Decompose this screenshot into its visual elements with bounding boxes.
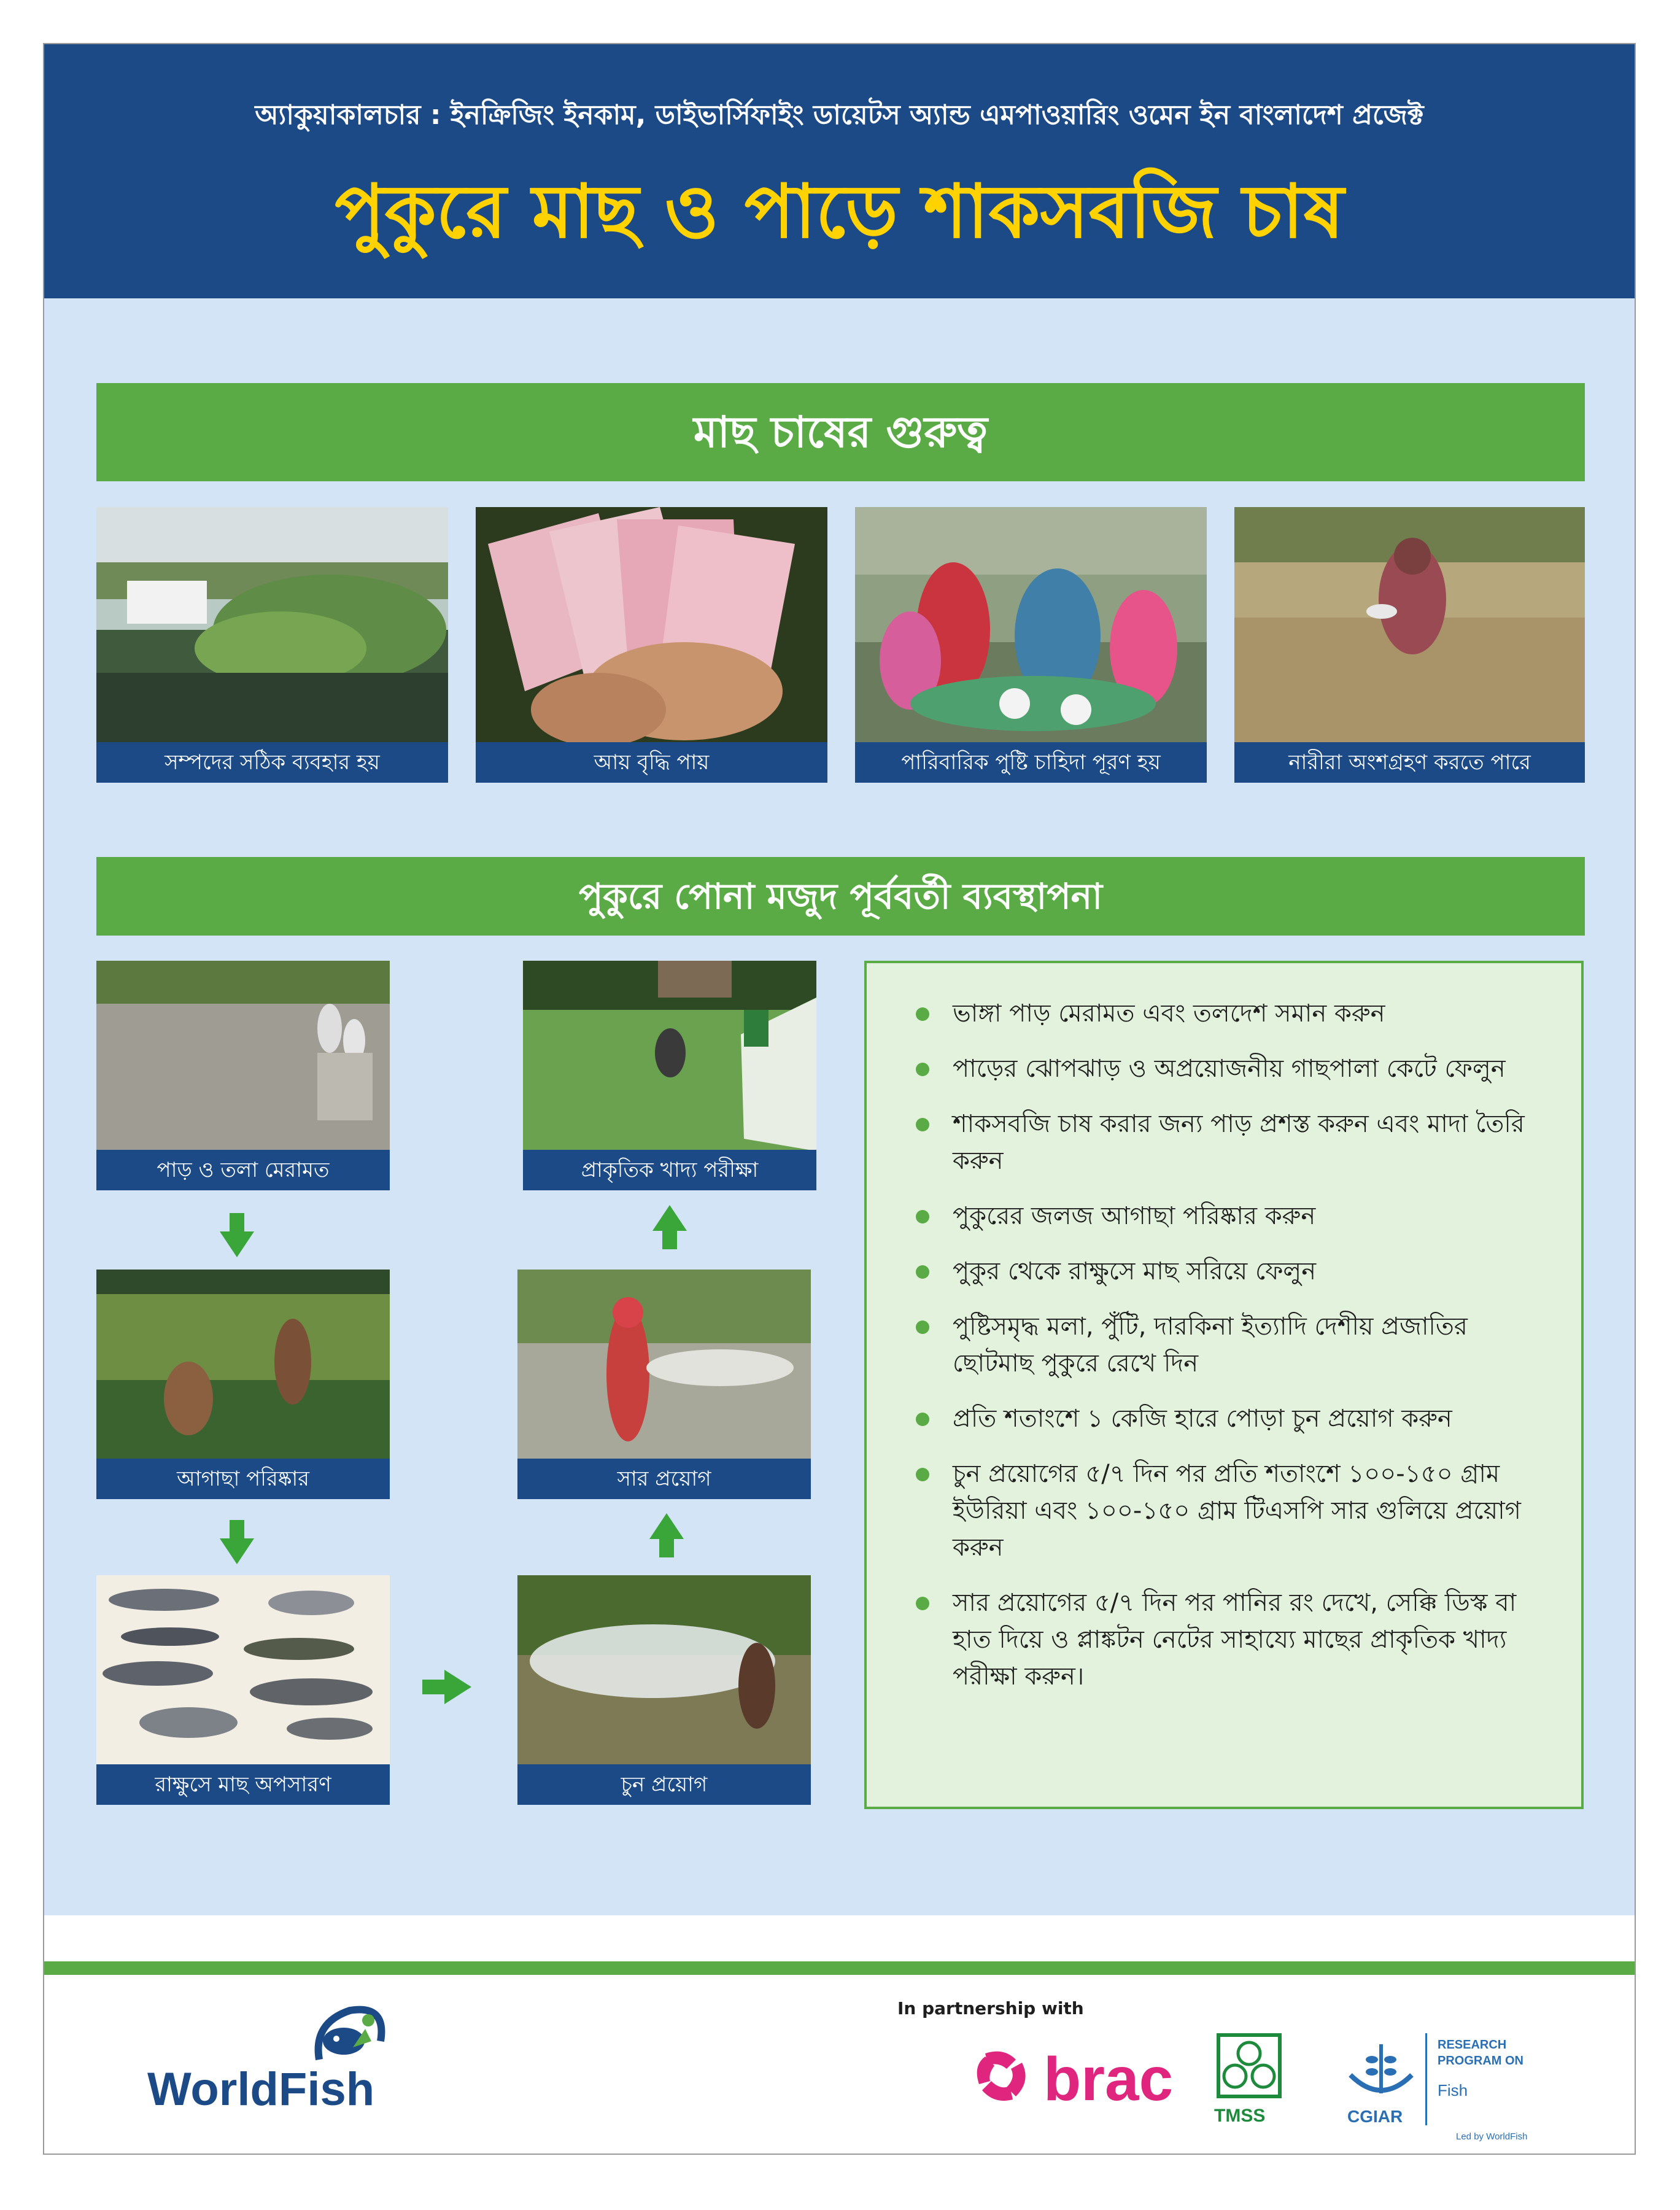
brac-logo-icon (973, 2044, 1034, 2106)
checklist-item: পাড়ের ঝোপঝাড় ও অপ্রয়োজনীয় গাছপালা কেটে ফেলুন (916, 1050, 1544, 1087)
management-checklist (864, 961, 1584, 1809)
photo-woman-in-pond (1234, 507, 1585, 742)
header-banner (44, 44, 1635, 298)
step-weed-clearing: আগাছা পরিষ্কার (96, 1459, 390, 1499)
bullet-icon (916, 1597, 929, 1610)
caption-resource-use: সম্পদের সঠিক ব্যবহার হয় (96, 742, 448, 783)
step-lime: চুন প্রয়োগ (517, 1764, 811, 1805)
arrow-down-2-icon (220, 1520, 254, 1564)
photo-family-meal (855, 507, 1207, 742)
step-predator-removal: রাক্ষুসে মাছ অপসারণ (96, 1764, 390, 1805)
step-natural-food-test: প্রাকৃতিক খাদ্য পরীক্ষা (523, 1150, 816, 1190)
checklist-item: ভাঙ্গা পাড় মেরামত এবং তলদেশ সমান করুন (916, 995, 1544, 1032)
photo-money-in-hands (476, 507, 827, 742)
worldfish-logo-icon (307, 1998, 393, 2072)
checklist-item: সার প্রয়োগের ৫/৭ দিন পর পানির রং দেখে, সেক্কি ডিস্ক বা হাত দিয়ে ও প্লাঙ্কটন নেটের সাহায্যে মাছের প্রাকৃতিক খাদ্য পরীক্ষা করুন। (916, 1584, 1544, 1695)
photo-fertilizer-application (517, 1270, 811, 1466)
caption-women-participation: নারীরা অংশগ্রহণ করতে পারে (1234, 742, 1585, 783)
poster-title: পুকুরে মাছ ও পাড়ে শাকসবজি চাষ (335, 169, 1344, 255)
cgiar-logo-icon (1344, 2032, 1418, 2106)
caption-income-growth: আয় বৃদ্ধি পায় (476, 742, 827, 783)
photo-lime-application (517, 1575, 811, 1764)
worldfish-wordmark: WorldFish (147, 2063, 375, 2115)
brac-wordmark: brac (1043, 2045, 1174, 2114)
section-heading-management: পুকুরে পোনা মজুদ পূর্ববর্তী ব্যবস্থাপনা (96, 857, 1585, 936)
arrow-up-1-icon (652, 1205, 687, 1249)
cgiar-wordmark: CGIAR (1347, 2107, 1403, 2126)
checklist-item: পুকুর থেকে রাক্ষুসে মাছ সরিয়ে ফেলুন (916, 1253, 1544, 1290)
footer-divider (44, 1961, 1635, 1975)
arrow-right-icon (422, 1670, 471, 1704)
step-fertilizer: সার প্রয়োগ (517, 1459, 811, 1499)
bullet-icon (916, 1007, 929, 1021)
bullet-icon (916, 1063, 929, 1076)
checklist-item: শাকসবজি চাষ করার জন্য পাড় প্রশস্ত করুন এবং মাদা তৈরি করুন (916, 1106, 1544, 1179)
research-program-label: RESEARCH PROGRAM ON (1438, 2038, 1523, 2068)
bullet-icon (916, 1265, 929, 1279)
checklist-item: চুন প্রয়োগের ৫/৭ দিন পর প্রতি শতাংশে ১০০-১৫০ গ্রাম ইউরিয়া এবং ১০০-১৫০ গ্রাম টিএসপি সার গুলিয়ে প্রয়োগ করুন (916, 1456, 1544, 1566)
photo-natural-food-test (523, 961, 816, 1157)
step-bank-repair: পাড় ও তলা মেরামত (96, 1150, 390, 1190)
arrow-down-1-icon (220, 1213, 254, 1257)
photo-bank-repair (96, 961, 390, 1150)
bullet-icon (916, 1118, 929, 1131)
project-subtitle: অ্যাকুয়াকালচার : ইনক্রিজিং ইনকাম, ডাইভার্সিফাইং ডায়েটস অ্যান্ড এমপাওয়ারিং ওমেন ইন বাংলাদেশ প্রজেক্ট (255, 99, 1424, 131)
photo-pond-vegetables (96, 507, 448, 742)
bullet-icon (916, 1413, 929, 1426)
arrow-up-2-icon (649, 1513, 684, 1557)
bullet-icon (916, 1210, 929, 1223)
caption-family-nutrition: পারিবারিক পুষ্টি চাহিদা পূরণ হয় (855, 742, 1207, 783)
checklist-item: প্রতি শতাংশে ১ কেজি হারে পোড়া চুন প্রয়োগ করুন (916, 1400, 1544, 1437)
partnership-label: In partnership with (897, 1998, 1084, 2018)
section-heading-importance: মাছ চাষের গুরুত্ব (96, 383, 1585, 481)
bullet-icon (916, 1468, 929, 1481)
research-program-fish: Fish (1438, 2081, 1468, 2100)
checklist-item: পুষ্টিসমৃদ্ধ মলা, পুঁটি, দারকিনা ইত্যাদি দেশীয় প্রজাতির ছোটমাছ পুকুরে রেখে দিন (916, 1308, 1544, 1382)
tmss-logo-icon (1215, 2032, 1283, 2100)
photo-predator-fish (96, 1575, 390, 1764)
checklist-item: পুকুরের জলজ আগাছা পরিষ্কার করুন (916, 1198, 1544, 1235)
research-program-divider (1425, 2033, 1427, 2125)
bullet-icon (916, 1320, 929, 1334)
tmss-wordmark: TMSS (1214, 2106, 1266, 2126)
led-by-worldfish: Led by WorldFish (1456, 2131, 1528, 2142)
photo-weed-clearing (96, 1270, 390, 1466)
